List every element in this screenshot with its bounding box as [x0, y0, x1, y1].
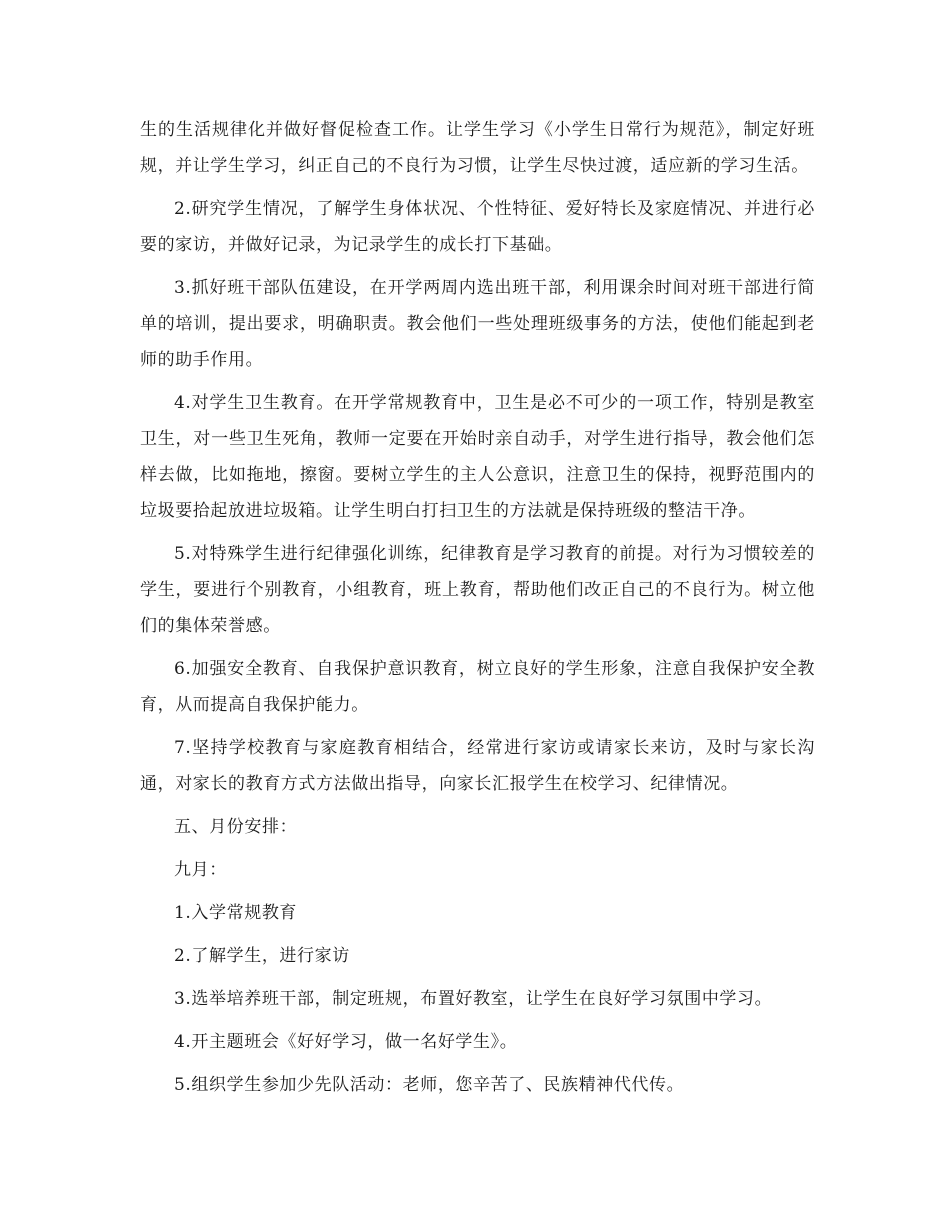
list-item: 3.选举培养班干部，制定班规，布置好教室，让学生在良好学习氛围中学习。	[174, 989, 773, 1009]
paragraph-continuation: 生的生活规律化并做好督促检查工作。让学生学习《小学生日常行为规范》，制定好班规，并让学生学习，纠正自己的不良行为习惯，让学生尽快过渡，适应新的学习生活。	[140, 120, 815, 176]
list-item: 4.开主题班会《好好学习，做一名好学生》。	[174, 1032, 518, 1052]
list-item: 5.组织学生参加少先队活动：老师，您辛苦了、民族精神代代传。	[174, 1075, 685, 1095]
month-heading: 九月：	[174, 860, 227, 880]
document-body	[140, 112, 815, 1110]
paragraph-item-4: 4.对学生卫生教育。在开学常规教育中，卫生是必不可少的一项工作，特别是教室卫生，对一些卫生死角，教师一定要在开始时亲自动手，对学生进行指导，教会他们怎样去做，比如拖地，擦窗。要树立学生的主人公意识，注意卫生的保持，视野范围内的垃圾要拾起放进垃圾箱。让学生明白打扫卫生的方法就是保持班级的整洁干净。	[140, 393, 815, 521]
list-item: 2.了解学生，进行家访	[174, 946, 350, 966]
paragraph-item-5: 5.对特殊学生进行纪律强化训练，纪律教育是学习教育的前提。对行为习惯较差的学生，要进行个别教育，小组教育，班上教育，帮助他们改正自己的不良行为。树立他们的集体荣誉感。	[140, 544, 815, 636]
section-heading: 五、月份安排：	[174, 817, 298, 837]
paragraph-item-7: 7.坚持学校教育与家庭教育相结合，经常进行家访或请家长来访，及时与家长沟通，对家长的教育方式方法做出指导，向家长汇报学生在校学习、纪律情况。	[140, 738, 815, 794]
paragraph-item-2: 2.研究学生情况，了解学生身体状况、个性特征、爱好特长及家庭情况、并进行必要的家访，并做好记录，为记录学生的成长打下基础。	[140, 199, 815, 255]
paragraph-item-6: 6.加强安全教育、自我保护意识教育，树立良好的学生形象，注意自我保护安全教育，从而提高自我保护能力。	[140, 659, 815, 715]
list-item: 1.入学常规教育	[174, 903, 298, 923]
paragraph-item-3: 3.抓好班干部队伍建设，在开学两周内选出班干部，利用课余时间对班干部进行简单的培训，提出要求，明确职责。教会他们一些处理班级事务的方法，使他们能起到老师的助手作用。	[140, 278, 815, 370]
